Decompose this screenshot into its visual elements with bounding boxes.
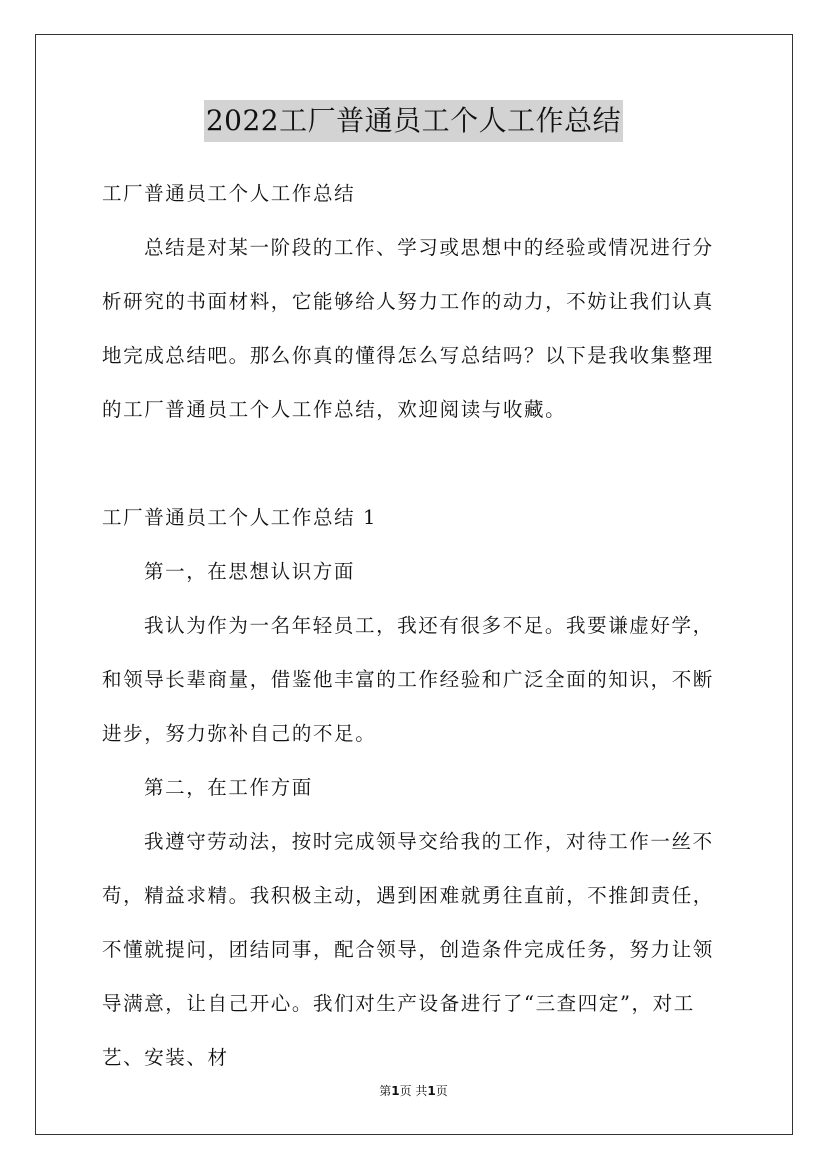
intro-heading: 工厂普通员工个人工作总结: [102, 182, 356, 205]
page-footer: [0, 1082, 827, 1099]
footer-prefix: 第: [379, 1084, 392, 1098]
section-1: [102, 491, 730, 1085]
point1-heading: 第一，在思想认识方面: [144, 560, 356, 583]
document-title: 2022工厂普通员工个人工作总结: [204, 100, 623, 142]
footer-page-total: 1: [427, 1084, 436, 1098]
point2-paragraph: 我遵守劳动法，按时完成领导交给我的工作，对待工作一丝不苟，精益求精。我积极主动，遇到困难就勇往直前，不推卸责任，不懂就提问，团结同事，配合领导，创造条件完成任务，努力让领导满意，让自己开心。我们对生产设备进行了“三查四定”，对工艺、安装、材: [102, 830, 714, 1069]
point2-heading: 第二，在工作方面: [144, 776, 313, 799]
footer-suffix: 页: [435, 1084, 448, 1098]
intro-paragraph: 总结是对某一阶段的工作、学习或思想中的经验或情况进行分析研究的书面材料，它能够给人努力工作的动力，不妨让我们认真地完成总结吧。那么你真的懂得怎么写总结吗？以下是我收集整理的工厂普通员工个人工作总结，欢迎阅读与收藏。: [102, 236, 714, 421]
title-container: [0, 100, 827, 142]
footer-mid: 页 共: [399, 1084, 428, 1098]
footer-page-number: 1: [391, 1084, 400, 1098]
point1-paragraph: 我认为作为一名年轻员工，我还有很多不足。我要谦虚好学，和领导长辈商量，借鉴他丰富的工作经验和广泛全面的知识，不断进步，努力弥补自己的不足。: [102, 614, 714, 745]
document-body: [102, 167, 730, 437]
section1-heading: 工厂普通员工个人工作总结 1: [102, 506, 378, 529]
